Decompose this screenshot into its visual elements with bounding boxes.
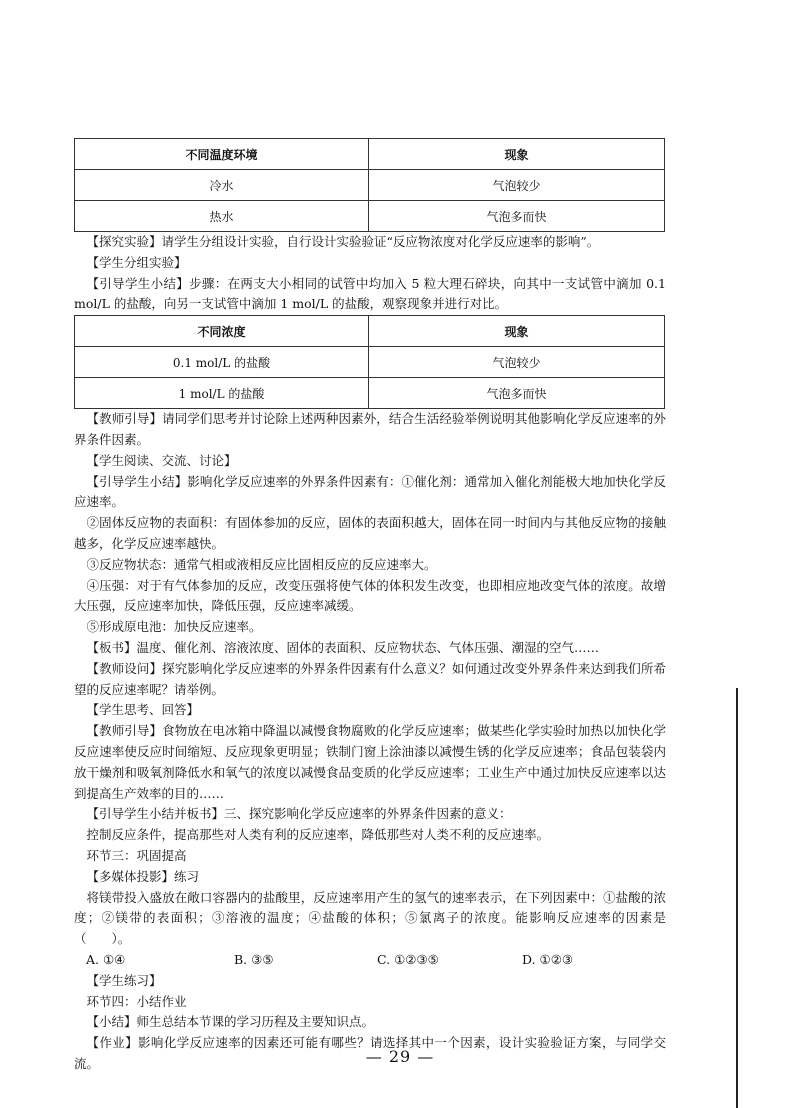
- paragraph: 【探究实验】请学生分组设计实验，自行设计实验验证“反应物浓度对化学反应速率的影响”。: [86, 234, 600, 249]
- paragraph: 控制反应条件，提高那些对人类有利的反应速率，降低那些对人类不利的反应速率。: [86, 827, 550, 843]
- paragraph: ②固体反应物的表面积：有固体参加的反应，固体的表面积越大，固体在同一时间内与其他反应物的接触越多，化学反应速率越快。: [74, 515, 666, 551]
- table-cell: 热水: [75, 201, 369, 232]
- paragraph: 将镁带投入盛放在敞口容器内的盐酸里，反应速率用产生的氢气的速率表示，在下列因素中：①盐酸的浓度；②镁带的表面积；③溶液的温度；④盐酸的体积；⑤氯离子的浓度。能影响反应速率的因素是（ ）。: [74, 889, 666, 947]
- table-header-cell: 不同温度环境: [75, 139, 369, 170]
- page-number: — 29 —: [365, 1047, 435, 1066]
- paragraph: 【学生阅读、交流、讨论】: [86, 452, 237, 468]
- paragraph: 【引导学生小结】影响化学反应速率的外界条件因素有：①催化剂：通常加入催化剂能极大地加快化学反应速率。: [74, 473, 666, 510]
- binding-edge-line: [736, 688, 738, 1108]
- paragraph: 【多媒体投影】练习: [86, 868, 200, 884]
- paragraph: 【引导学生小结并板书】三、探究影响化学反应速率的外界条件因素的意义：: [86, 806, 512, 822]
- paragraph: ⑤形成原电池：加快反应速率。: [86, 619, 262, 635]
- paragraph: 【教师引导】请同学们思考并讨论除上述两种因素外，结合生活经验举例说明其他影响化学反应速率的外界条件因素。: [74, 411, 666, 447]
- table-header-cell: 现象: [369, 139, 665, 170]
- option-d: D. ①②③: [522, 951, 574, 967]
- table-header-cell: 不同浓度: [75, 316, 369, 347]
- table-cell: 气泡多而快: [369, 378, 665, 409]
- table-cell: 气泡较少: [369, 170, 665, 201]
- table-row: [75, 201, 665, 232]
- answer-options: [74, 950, 666, 971]
- page-content: [74, 138, 666, 1075]
- paragraph: 【教师引导】食物放在电冰箱中降温以减慢食物腐败的化学反应速率；做某些化学实验时加热以加快化学反应速率使反应时间缩短、反应现象更明显；铁制门窗上涂油漆以减慢生锈的化学反应速率；食品包装袋内放干燥剂和吸氧剂降低水和氧气的浓度以减慢食品变质的化学反应速率；工业生产中通过加快反应速率以达到提高生产效率的目的……: [74, 723, 666, 801]
- table-row: [75, 378, 665, 409]
- table-cell: 气泡多而快: [369, 201, 665, 232]
- option-a: A. ①④: [86, 951, 126, 967]
- option-b: B. ③⑤: [234, 951, 274, 967]
- paragraph: 【学生思考、回答】: [86, 702, 200, 718]
- option-c: C. ①②③⑤: [377, 951, 439, 967]
- paragraph: 【教师设问】探究影响化学反应速率的外界条件因素有什么意义？如何通过改变外界条件来达到我们所希望的反应速率呢？请举例。: [74, 660, 666, 697]
- paragraph: 环节三：巩固提高: [86, 847, 187, 863]
- paragraph: 【板书】温度、催化剂、溶液浓度、固体的表面积、反应物状态、气体压强、潮湿的空气……: [86, 639, 600, 655]
- paragraph: ④压强：对于有气体参加的反应，改变压强将使气体的体积发生改变，也即相应地改变气体的浓度。故增大压强，反应速率加快，降低压强，反应速率减缓。: [74, 577, 666, 614]
- paragraph: 【小结】师生总结本节课的学习历程及主要知识点。: [86, 1014, 375, 1030]
- table-header-cell: 现象: [369, 316, 665, 347]
- table-row: [75, 347, 665, 378]
- table-cell: 气泡较少: [369, 347, 665, 378]
- paragraph: 【学生练习】: [86, 972, 162, 988]
- table-header-row: [75, 139, 665, 170]
- table-cell: 1 mol/L 的盐酸: [75, 378, 369, 409]
- table-cell: 冷水: [75, 170, 369, 201]
- table-header-row: [75, 316, 665, 347]
- table-row: [75, 170, 665, 201]
- paragraph: ③反应物状态：通常气相或液相反应比固相反应的反应速率大。: [86, 556, 437, 572]
- concentration-table: [74, 315, 665, 409]
- paragraph: 【作业】影响化学反应速率的因素还可能有哪些？请选择其中一个因素，设计实验验证方案，与同学交流。: [74, 1035, 666, 1071]
- paragraph: 【引导学生小结】步骤：在两支大小相同的试管中均加入 5 粒大理石碎块，向其中一支试管中滴加 0.1 mol/L 的盐酸，向另一支试管中滴加 1 mol/L 的盐酸，观察现象并进行对比。: [74, 275, 666, 312]
- paragraph: 环节四：小结作业: [86, 993, 187, 1009]
- temperature-table: [74, 138, 665, 232]
- table-cell: 0.1 mol/L 的盐酸: [75, 347, 369, 378]
- paragraph: 【学生分组实验】: [86, 254, 187, 270]
